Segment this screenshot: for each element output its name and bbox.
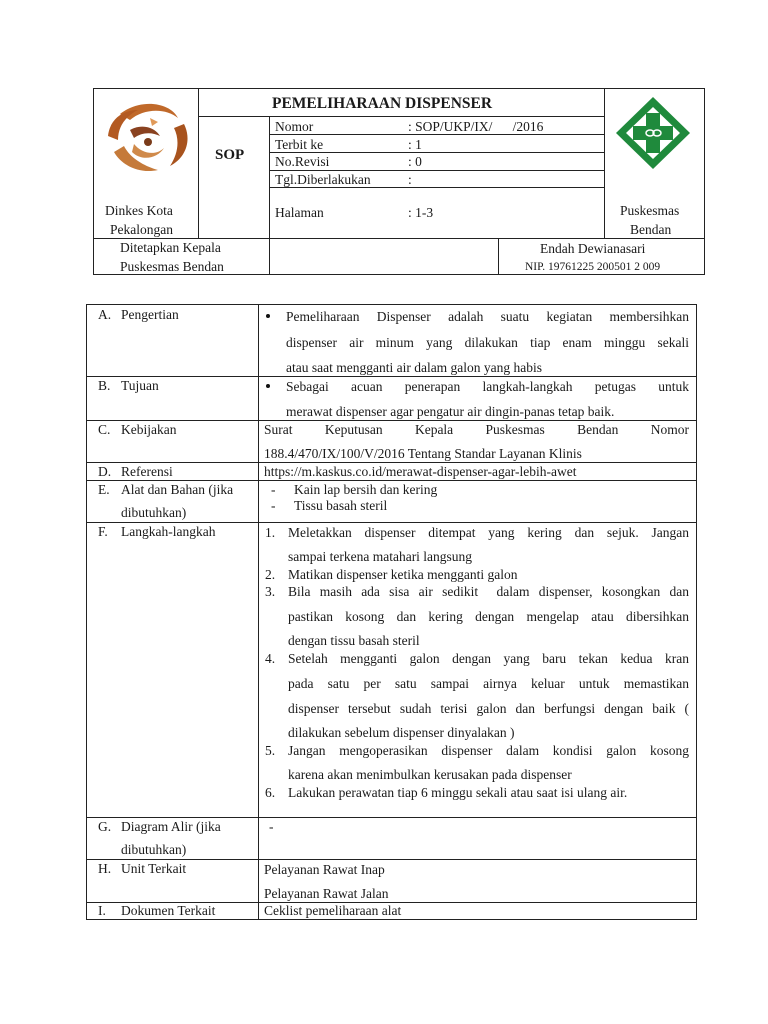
meta-value-halaman: : 1-3	[408, 205, 434, 220]
section-e-label: E.	[98, 482, 110, 497]
meta-value-tgl: :	[408, 172, 412, 187]
step-number: 5.	[265, 743, 276, 758]
meta-value-terbit: : 1	[408, 137, 422, 152]
signer-name: Endah Dewianasari	[540, 241, 646, 256]
section-b-line1: Sebagai acuan penerapan langkah-langkah petugas untuk	[286, 379, 689, 394]
section-a-line3: atau saat mengganti air dalam galon yang habis	[286, 360, 543, 375]
section-c-line2: 188.4/470/IX/100/V/2016 Tentang Standar Layanan Klinis	[264, 446, 582, 461]
set-by-line2: Puskesmas Bendan	[120, 259, 224, 274]
section-b-title: Tujuan	[121, 378, 159, 393]
section-a-line2: dispenser air minum yang dilakukan tiap enam minggu sekali	[286, 335, 689, 350]
section-b-label: B.	[98, 378, 111, 393]
step-1-line2: sampai terkena matahari langsung	[288, 549, 473, 564]
bullet-icon	[266, 384, 270, 388]
right-org-line1: Puskesmas	[620, 203, 680, 218]
tool-item-2: Tissu basah steril	[294, 498, 388, 513]
section-d-title: Referensi	[121, 464, 173, 479]
list-item-marker: -	[271, 482, 276, 497]
section-i-title: Dokumen Terkait	[121, 903, 216, 918]
right-org-line2: Bendan	[630, 222, 672, 237]
step-4-line4: dilakukan sebelum dispenser dinyalakan )	[288, 725, 515, 740]
step-3-line3: dengan tissu basah steril	[288, 633, 420, 648]
meta-label-nomor: Nomor	[275, 119, 314, 134]
section-c-line1: Surat Keputusan Kepala Puskesmas Bendan Nomor	[264, 422, 689, 437]
puskesmas-logo-icon	[610, 93, 696, 187]
section-d-label: D.	[98, 464, 112, 479]
meta-label-halaman: Halaman	[275, 205, 324, 220]
document-title: PEMELIHARAAN DISPENSER	[272, 95, 493, 112]
meta-label-tgl: Tgl.Diberlakukan	[275, 172, 371, 187]
related-unit-2: Pelayanan Rawat Jalan	[264, 886, 389, 901]
step-number: 2.	[265, 567, 276, 582]
sop-label: SOP	[215, 147, 245, 163]
step-number: 3.	[265, 584, 276, 599]
section-i-label: I.	[98, 903, 106, 918]
section-a-line1: Pemeliharaan Dispenser adalah suatu kegiatan membersihkan	[286, 309, 689, 324]
set-by-line1: Ditetapkan Kepala	[120, 240, 221, 255]
meta-label-revisi: No.Revisi	[275, 154, 330, 169]
step-number: 1.	[265, 525, 276, 540]
section-c-label: C.	[98, 422, 111, 437]
section-g-label: G.	[98, 819, 112, 834]
section-a-label: A.	[98, 307, 112, 322]
meta-label-terbit: Terbit ke	[275, 137, 324, 152]
section-e-title-line1: Alat dan Bahan (jika	[121, 482, 234, 497]
step-6-line1: Lakukan perawatan tiap 6 minggu sekali atau saat isi ulang air.	[288, 785, 628, 800]
step-3-line1: Bila masih ada sisa air sedikit dalam dispenser, kosongkan dan	[288, 584, 689, 599]
signer-nip: NIP. 19761225 200501 2 009	[525, 261, 661, 273]
section-c-title: Kebijakan	[121, 422, 177, 437]
section-f-title: Langkah-langkah	[121, 524, 216, 539]
reference-link[interactable]: https://m.kaskus.co.id/merawat-dispenser-agar-lebih-awet	[264, 464, 577, 479]
section-b-line2: merawat dispenser agar pengatur air dingin-panas tetap baik.	[286, 404, 615, 419]
related-unit-1: Pelayanan Rawat Inap	[264, 862, 385, 877]
section-f-label: F.	[98, 524, 108, 539]
section-g-title-line1: Diagram Alir (jika	[121, 819, 221, 834]
org-name-line1: Dinkes Kota	[105, 203, 173, 218]
meta-value-revisi: : 0	[408, 154, 422, 169]
step-4-line2: pada satu per satu sampai airnya keluar untuk memastikan	[288, 676, 689, 691]
section-a-title: Pengertian	[121, 307, 179, 322]
meta-value-nomor: : SOP/UKP/IX/ /2016	[408, 119, 544, 134]
step-number: 6.	[265, 785, 276, 800]
section-g-content: -	[269, 819, 274, 834]
org-name-line2: Pekalongan	[110, 222, 173, 237]
section-g-title-line2: dibutuhkan)	[121, 842, 187, 857]
step-5-line1: Jangan mengoperasikan dispenser dalam kondisi galon kosong	[288, 743, 689, 758]
step-1-line1: Meletakkan dispenser ditempat yang kering dan sejuk. Jangan	[288, 525, 689, 540]
step-2-line1: Matikan dispenser ketika mengganti galon	[288, 567, 518, 582]
step-5-line2: karena akan menimbulkan kerusakan pada dispenser	[288, 767, 572, 782]
list-item-marker: -	[271, 498, 276, 513]
step-4-line3: dispenser tersebut sudah terisi galon dan berfungsi dengan baik (	[288, 701, 689, 716]
bullet-icon	[266, 314, 270, 318]
tool-item-1: Kain lap bersih dan kering	[294, 482, 438, 497]
step-number: 4.	[265, 651, 276, 666]
section-h-title: Unit Terkait	[121, 861, 187, 876]
related-document-1: Ceklist pemeliharaan alat	[264, 903, 402, 918]
section-e-title-line2: dibutuhkan)	[121, 505, 187, 520]
section-h-label: H.	[98, 861, 112, 876]
dinkes-logo-icon	[100, 96, 192, 176]
step-3-line2: pastikan kosong dan kering dengan mengelap atau dibersihkan	[288, 609, 689, 624]
step-4-line1: Setelah mengganti galon dengan yang baru tekan kedua kran	[288, 651, 689, 666]
